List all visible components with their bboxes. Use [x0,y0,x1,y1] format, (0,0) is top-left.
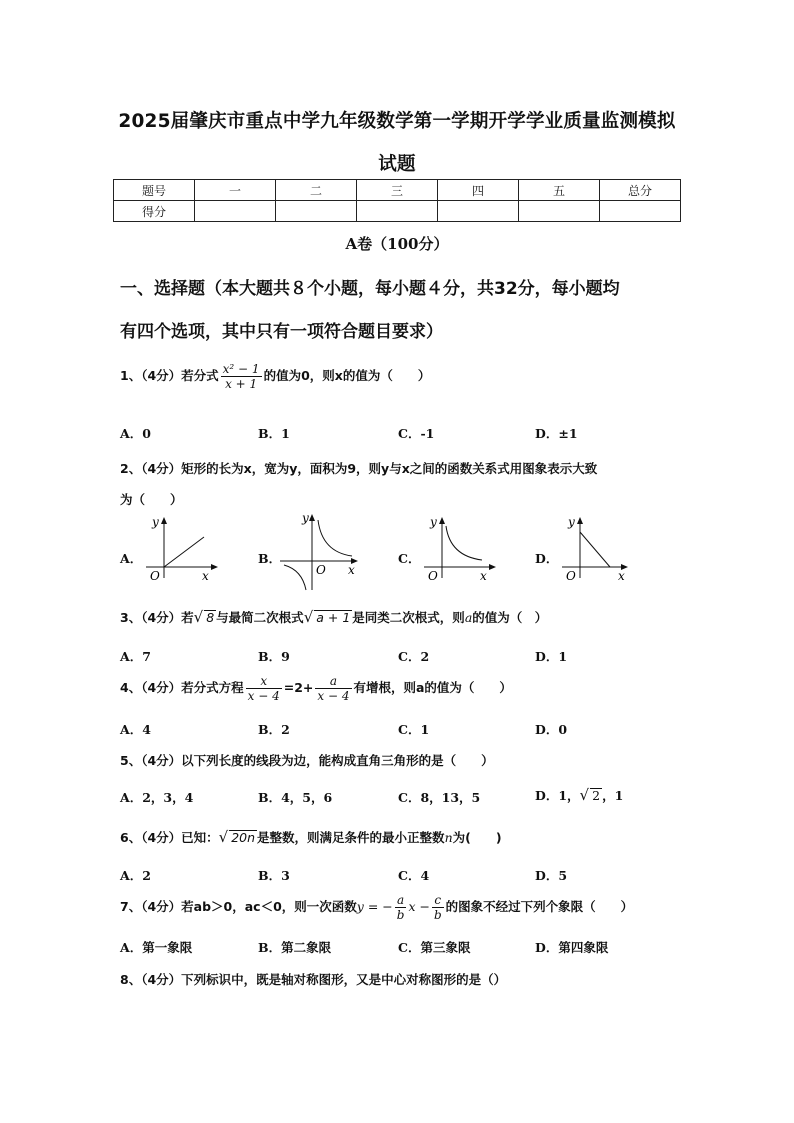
q7-option-c: C．第三象限 [398,940,471,955]
origin-label: O [566,569,576,583]
question-7: 7、（4分）若ab＞0，ac＜0，则一次函数y = − $\frac{a}{b}$ x − $\frac{c}{b}$ 的图象不经过下列个象限（ ） [120,893,634,922]
q6-option-c: C．4 [398,868,430,883]
question-8: 8、（4分）下列标识中，既是轴对称图形，又是中心对称图形的是（） [120,972,507,987]
q6-option-a: A．2 [120,868,151,883]
axis-y-label: y [430,515,437,529]
q3-option-a: A．7 [120,649,151,664]
score-input-cell [519,201,600,222]
table-cell: 三 [357,180,438,201]
q3-option-b: B．9 [258,649,290,664]
q7-option-a: A．第一象限 [120,940,193,955]
graph-c-hyperbola-first-quadrant [418,512,498,587]
table-cell: 二 [276,180,357,201]
table-row [114,180,681,201]
axis-y-label: y [568,515,575,529]
axis-x-label: x [202,569,209,583]
q1-option-c: C．-1 [398,426,435,441]
question-3: 3、（4分）若√ 8 与最简二次根式√ a + 1 是同类二次根式，则a的值为（ ） [120,608,548,626]
fraction: $\frac{c}{b}$ [433,893,442,922]
graph-d-decreasing-line [556,512,636,587]
table-cell: 得分 [114,201,195,222]
axis-y-label: y [302,511,309,525]
question-1: 1、（4分）若分式 $\frac{\text{x² − 1}}{x + 1}$ 的值为0，则x的值为（ ） [120,362,431,391]
score-input-cell [276,201,357,222]
page-title: 2025届肇庆市重点中学九年级数学第一学期开学学业质量监测模拟 [118,111,676,132]
fraction: $\frac{x}{x - 4}$ [247,674,280,703]
graph-a-linear [140,512,220,587]
origin-label: O [428,569,438,583]
question-2: 2、（4分）矩形的长为x，宽为y，面积为9，则y与x之间的函数关系式用图象表示大致 [120,461,598,476]
table-cell: 总分 [600,180,681,201]
section-a-heading: A卷（100分） [345,235,449,253]
origin-label: O [316,563,326,577]
table-cell: 五 [519,180,600,201]
q4-option-a: A．4 [120,722,151,737]
page-title-line2: 试题 [378,154,416,175]
part1-heading-line2: 有四个选项，其中只有一项符合题目要求） [120,322,443,342]
score-input-cell [195,201,276,222]
table-cell: 一 [195,180,276,201]
table-cell: 四 [438,180,519,201]
question-6: 6、（4分）已知：√ 20n 是整数，则满足条件的最小正整数n为( ) [120,828,502,846]
q3-option-c: C．2 [398,649,430,664]
question-5: 5、（4分）以下列长度的线段为边，能构成直角三角形的是（ ） [120,753,494,768]
axis-x-label: x [480,569,487,583]
score-input-cell [357,201,438,222]
q5-option-a: A．2，3，4 [120,790,194,805]
q2-option-a: A． [120,551,143,566]
q7-option-d: D．第四象限 [535,940,609,955]
axis-x-label: x [348,563,355,577]
part1-heading: 一、选择题（本大题共８个小题，每小题４分，共32分，每小题均 [120,279,620,299]
graph-b-hyperbola-two-branches [276,508,362,593]
radical-sign: √ [218,828,229,846]
question-4: 4、（4分）若分式方程 $\frac{x}{x - 4}$ =2+ $\frac{a}{x - 4}$ 有增根，则a的值为（ ） [120,674,512,703]
radical-sign: √ [579,786,590,804]
score-table [113,179,681,222]
q4-option-c: C．1 [398,722,430,737]
axis-x-label: x [618,569,625,583]
q5-option-d: D．1，√ 2 ，1 [535,786,624,804]
q2-option-b: B． [258,551,282,566]
q6-option-b: B．3 [258,868,290,883]
q3-option-d: D．1 [535,649,568,664]
q4-option-b: B．2 [258,722,290,737]
q2-option-d: D． [535,551,559,566]
q2-option-c: C． [398,551,421,566]
q1-option-b: B．1 [258,426,290,441]
q1-option-a: A．0 [120,426,151,441]
score-input-cell [600,201,681,222]
axis-y-label: y [152,515,159,529]
fraction: $\frac{a}{x - 4}$ [317,674,350,703]
fraction: $\frac{a}{b}$ [396,893,405,922]
radical-sign: √ [193,608,204,626]
origin-label: O [150,569,160,583]
q5-option-b: B．4，5，6 [258,790,333,805]
table-cell: 题号 [114,180,195,201]
q6-option-d: D．5 [535,868,568,883]
q4-option-d: D．0 [535,722,568,737]
score-input-cell [438,201,519,222]
question-2-line2: 为（ ） [120,492,183,507]
fraction: $\frac{\text{x² − 1}}{x + 1}$ [222,362,260,391]
q1-option-d: D．±1 [535,426,578,441]
radical-sign: √ [303,608,314,626]
table-row [114,201,681,222]
q5-option-c: C．8，13，5 [398,790,481,805]
q7-option-b: B．第二象限 [258,940,332,955]
